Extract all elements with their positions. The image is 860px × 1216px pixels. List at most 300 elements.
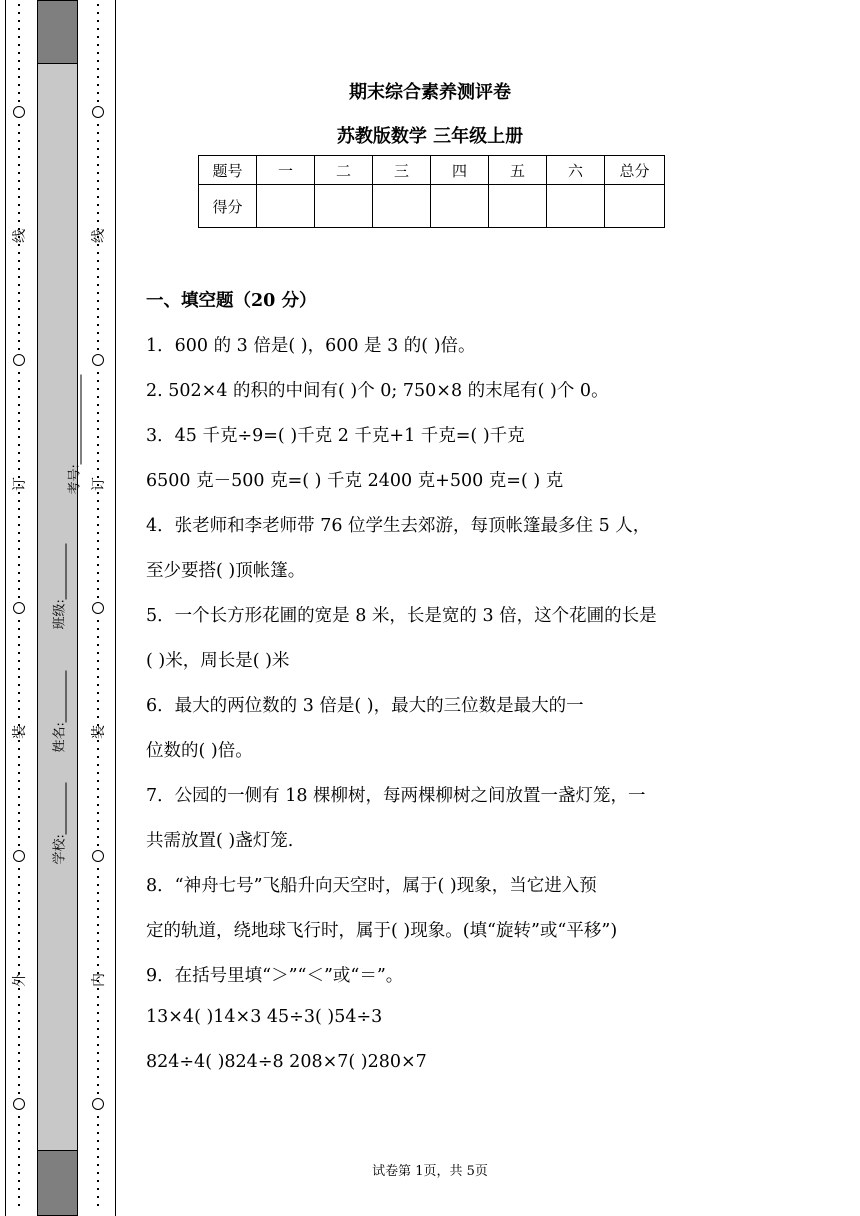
margin-dot — [18, 300, 20, 302]
margin-dot — [97, 892, 99, 894]
margin-dot — [18, 220, 20, 222]
margin-dot — [18, 908, 20, 910]
margin-dot — [97, 20, 99, 22]
margin-dot — [97, 68, 99, 70]
margin-dot — [97, 36, 99, 38]
margin-dot — [18, 404, 20, 406]
outer-ring-icon — [13, 106, 25, 118]
margin-dot — [97, 524, 99, 526]
margin-dot — [97, 180, 99, 182]
margin-dot — [97, 924, 99, 926]
margin-dot — [18, 444, 20, 446]
margin-dot — [97, 908, 99, 910]
margin-dot — [97, 692, 99, 694]
margin-dot — [97, 884, 99, 886]
question-line: 13×4( )14×3 45÷3( )54÷3 — [146, 1007, 383, 1027]
score-table — [198, 155, 665, 228]
margin-dot — [97, 644, 99, 646]
margin-dot — [97, 668, 99, 670]
margin-dot — [97, 332, 99, 334]
margin-dot — [97, 52, 99, 54]
margin-dot — [97, 740, 99, 742]
margin-dot — [97, 788, 99, 790]
margin-dot — [97, 1028, 99, 1030]
margin-dot — [97, 148, 99, 150]
margin-dot — [18, 1116, 20, 1118]
margin-dot — [97, 900, 99, 902]
score-table-header-cell: 四 — [431, 156, 489, 185]
margin-dot — [97, 428, 99, 430]
margin-dot — [18, 1188, 20, 1190]
margin-dot — [18, 748, 20, 750]
margin-dot — [18, 804, 20, 806]
margin-dot — [18, 340, 20, 342]
margin-dot — [18, 1076, 20, 1078]
margin-dot — [97, 1012, 99, 1014]
margin-dot — [97, 1060, 99, 1062]
score-table-header-cell: 总分 — [605, 156, 665, 185]
margin-dot — [18, 316, 20, 318]
margin-dot — [18, 1180, 20, 1182]
margin-dot — [18, 324, 20, 326]
margin-dot — [18, 1132, 20, 1134]
margin-dot — [97, 1116, 99, 1118]
margin-dot — [18, 828, 20, 830]
margin-dot — [18, 156, 20, 158]
margin-dot — [18, 164, 20, 166]
margin-dot — [97, 1156, 99, 1158]
margin-dot — [18, 396, 20, 398]
margin-dot — [18, 68, 20, 70]
margin-dot — [97, 532, 99, 534]
margin-dot — [18, 756, 20, 758]
margin-dot — [97, 468, 99, 470]
margin-dot — [18, 284, 20, 286]
margin-dot — [97, 1044, 99, 1046]
margin-dot — [97, 716, 99, 718]
outer-ring-icon — [13, 354, 25, 366]
margin-dot — [97, 308, 99, 310]
margin-dot — [18, 1084, 20, 1086]
margin-dot — [97, 244, 99, 246]
margin-dot — [18, 244, 20, 246]
margin-dot — [97, 868, 99, 870]
margin-dot — [97, 932, 99, 934]
margin-dot — [97, 44, 99, 46]
margin-dot — [18, 820, 20, 822]
margin-dot — [97, 348, 99, 350]
inner-ring-icon — [92, 106, 104, 118]
margin-dot — [18, 892, 20, 894]
class-label: 班级: — [52, 599, 68, 630]
question-line: 3．45 千克÷9=( )千克 2 千克+1 千克=( )千克 — [146, 426, 525, 446]
margin-dot — [97, 660, 99, 662]
margin-dot — [18, 788, 20, 790]
margin-dot — [18, 1140, 20, 1142]
margin-dot — [97, 188, 99, 190]
score-input-cell[interactable] — [373, 185, 431, 228]
margin-dot — [97, 652, 99, 654]
inner-ring-icon — [92, 354, 104, 366]
question-line: 6500 克－500 克=( ) 千克 2400 克+500 克=( ) 克 — [146, 471, 564, 491]
margin-dot — [97, 828, 99, 830]
margin-dot — [97, 620, 99, 622]
question-line: 定的轨道，绕地球飞行时，属于( )现象。(填“旋转”或“平移”) — [146, 921, 618, 941]
score-table-header-cell: 五 — [489, 156, 547, 185]
score-input-cell[interactable] — [315, 185, 373, 228]
margin-dot — [18, 44, 20, 46]
margin-dot — [97, 1020, 99, 1022]
margin-dot — [97, 340, 99, 342]
margin-dot — [18, 876, 20, 878]
margin-dot — [18, 956, 20, 958]
exam-subtitle: 苏教版数学 三年级上册 — [336, 126, 524, 147]
margin-dot — [18, 28, 20, 30]
margin-dot — [18, 1092, 20, 1094]
margin-dot — [18, 452, 20, 454]
margin-dot — [97, 836, 99, 838]
margin-dot — [97, 1052, 99, 1054]
margin-dot — [18, 652, 20, 654]
margin-dot — [18, 708, 20, 710]
name-label: 姓名: — [52, 722, 68, 753]
margin-dot — [18, 932, 20, 934]
margin-dot — [18, 348, 20, 350]
margin-dot — [97, 700, 99, 702]
question-line: 6．最大的两位数的 3 倍是( )，最大的三位数是最大的一 — [146, 696, 584, 716]
question-line: 5．一个长方形花圃的宽是 8 米，长是宽的 3 倍，这个花圃的长是 — [146, 606, 657, 626]
margin-dot — [18, 524, 20, 526]
margin-dot — [18, 692, 20, 694]
margin-dot — [18, 964, 20, 966]
margin-dot — [18, 332, 20, 334]
margin-dot — [97, 252, 99, 254]
margin-dot — [97, 844, 99, 846]
inner-ring-icon — [92, 1098, 104, 1110]
margin-dot — [97, 628, 99, 630]
margin-dot — [97, 548, 99, 550]
margin-dot — [97, 444, 99, 446]
score-input-cell[interactable] — [257, 185, 315, 228]
margin-dot — [97, 756, 99, 758]
score-row-label: 得分 — [199, 185, 257, 228]
class-field[interactable] — [49, 530, 68, 630]
margin-dot — [97, 412, 99, 414]
margin-dot — [18, 772, 20, 774]
margin-dot — [18, 620, 20, 622]
margin-dot — [18, 548, 20, 550]
margin-dot — [97, 276, 99, 278]
score-input-cell[interactable] — [605, 185, 665, 228]
margin-dot — [97, 316, 99, 318]
outer-zhuang-label: 装 — [12, 725, 28, 739]
margin-dot — [18, 508, 20, 510]
margin-dot — [97, 284, 99, 286]
margin-dot — [18, 868, 20, 870]
name-field[interactable] — [49, 653, 68, 753]
exam-title: 期末综合素养测评卷 — [349, 82, 511, 103]
margin-dot — [97, 996, 99, 998]
margin-dot — [18, 60, 20, 62]
margin-dot — [97, 780, 99, 782]
margin-dot — [18, 460, 20, 462]
margin-dot — [97, 876, 99, 878]
margin-dot — [18, 1204, 20, 1206]
margin-dot — [18, 628, 20, 630]
margin-dot — [18, 500, 20, 502]
margin-dot — [97, 12, 99, 14]
margin-dot — [97, 268, 99, 270]
margin-dot — [18, 1012, 20, 1014]
margin-dot — [97, 1092, 99, 1094]
margin-dot — [97, 60, 99, 62]
margin-dot — [18, 1196, 20, 1198]
margin-dot — [97, 164, 99, 166]
margin-dot — [97, 196, 99, 198]
margin-dot — [18, 412, 20, 414]
inner-ding-label: 订 — [91, 477, 107, 491]
margin-dot — [18, 1020, 20, 1022]
name-blank — [54, 670, 67, 722]
margin-dot — [18, 1052, 20, 1054]
margin-dot — [18, 372, 20, 374]
margin-dot — [97, 772, 99, 774]
margin-dot — [18, 388, 20, 390]
margin-dot — [97, 1004, 99, 1006]
margin-dot — [18, 180, 20, 182]
margin-dot — [97, 1148, 99, 1150]
margin-dot — [97, 388, 99, 390]
margin-dot — [18, 380, 20, 382]
margin-dot — [97, 564, 99, 566]
margin-dot — [18, 212, 20, 214]
question-line: 1．600 的 3 倍是( )，600 是 3 的( )倍。 — [146, 336, 476, 356]
margin-dot — [18, 20, 20, 22]
margin-dot — [18, 660, 20, 662]
margin-dot — [97, 420, 99, 422]
margin-dot — [97, 324, 99, 326]
margin-dot — [18, 716, 20, 718]
margin-dot — [97, 948, 99, 950]
exam-no-field[interactable] — [64, 365, 83, 495]
question-line: 9．在括号里填“＞”“＜”或“＝”。 — [146, 966, 404, 986]
margin-dot — [18, 924, 20, 926]
school-blank — [54, 782, 67, 834]
margin-dot — [18, 276, 20, 278]
margin-dot — [18, 196, 20, 198]
margin-dot — [18, 916, 20, 918]
margin-dot — [97, 676, 99, 678]
margin-inner-line — [115, 0, 116, 1216]
margin-dot — [97, 292, 99, 294]
question-line: 至少要搭( )顶帐篷。 — [146, 561, 306, 581]
gutter-top-block — [37, 0, 78, 64]
margin-dot — [18, 516, 20, 518]
outer-xian-label: 线 — [12, 229, 28, 243]
margin-dot — [97, 812, 99, 814]
margin-dot — [97, 212, 99, 214]
margin-dot — [18, 564, 20, 566]
margin-dot — [97, 748, 99, 750]
margin-dot — [18, 996, 20, 998]
margin-dot — [18, 36, 20, 38]
margin-dot — [97, 220, 99, 222]
margin-dot — [18, 1036, 20, 1038]
inner-ring-icon — [92, 850, 104, 862]
margin-dot — [97, 796, 99, 798]
margin-dot — [97, 380, 99, 382]
margin-dot — [97, 916, 99, 918]
margin-dot — [18, 1156, 20, 1158]
margin-dot — [97, 588, 99, 590]
margin-dot — [97, 684, 99, 686]
margin-dot — [18, 492, 20, 494]
margin-dot — [97, 820, 99, 822]
margin-dot — [97, 1124, 99, 1126]
margin-dot — [18, 292, 20, 294]
margin-dot — [18, 12, 20, 14]
margin-dot — [97, 956, 99, 958]
margin-dot — [97, 1076, 99, 1078]
margin-dot — [97, 204, 99, 206]
exam-no-blank — [69, 374, 82, 464]
margin-dot — [18, 1124, 20, 1126]
margin-dot — [18, 884, 20, 886]
margin-dot — [97, 572, 99, 574]
margin-dot — [18, 812, 20, 814]
margin-dot — [97, 460, 99, 462]
margin-dot — [18, 1148, 20, 1150]
margin-dot — [18, 204, 20, 206]
margin-dot — [18, 900, 20, 902]
margin-dot — [97, 500, 99, 502]
inner-zhuang-label: 装 — [91, 725, 107, 739]
margin-dot — [97, 1084, 99, 1086]
outer-ring-icon — [13, 602, 25, 614]
margin-dot — [18, 636, 20, 638]
margin-dot — [97, 1204, 99, 1206]
margin-dot — [97, 4, 99, 6]
score-table-header-cell: 六 — [547, 156, 605, 185]
outer-wai-label: 外 — [12, 973, 28, 987]
inner-nei-label: 内 — [91, 973, 107, 987]
page-footer: 试卷第 1页，共 5页 — [372, 1164, 488, 1179]
margin-dot — [97, 436, 99, 438]
margin-dot — [18, 260, 20, 262]
score-input-cell[interactable] — [431, 185, 489, 228]
margin-dot — [97, 596, 99, 598]
margin-dot — [18, 1068, 20, 1070]
score-input-cell[interactable] — [547, 185, 605, 228]
margin-dot — [18, 188, 20, 190]
margin-dot — [97, 172, 99, 174]
margin-dot — [18, 644, 20, 646]
margin-dot — [97, 988, 99, 990]
margin-dot — [18, 268, 20, 270]
outer-ring-icon — [13, 850, 25, 862]
question-line: 824÷4( )824÷8 208×7( )280×7 — [146, 1052, 427, 1072]
margin-dot — [18, 1060, 20, 1062]
margin-dot — [97, 516, 99, 518]
margin-dot — [97, 556, 99, 558]
margin-dot — [97, 260, 99, 262]
school-label: 学校: — [52, 834, 68, 865]
margin-dot — [18, 988, 20, 990]
margin-dot — [97, 396, 99, 398]
margin-dot — [18, 580, 20, 582]
margin-dot — [97, 1132, 99, 1134]
section-heading: 一、填空题（20 分） — [146, 291, 317, 311]
margin-dot — [97, 404, 99, 406]
margin-dot — [97, 636, 99, 638]
margin-dot — [18, 1004, 20, 1006]
margin-dot — [97, 764, 99, 766]
margin-dot — [18, 836, 20, 838]
margin-dot — [18, 4, 20, 6]
margin-dot — [97, 580, 99, 582]
school-field[interactable] — [49, 765, 68, 865]
exam-no-label: 考号: — [67, 464, 83, 495]
margin-dot — [97, 156, 99, 158]
outer-ding-label: 订 — [12, 477, 28, 491]
question-line: 7．公园的一侧有 18 棵柳树，每两棵柳树之间放置一盏灯笼，一 — [146, 786, 646, 806]
margin-dot — [18, 596, 20, 598]
inner-xian-label: 线 — [91, 229, 107, 243]
margin-dot — [97, 1068, 99, 1070]
score-table-header-cell: 三 — [373, 156, 431, 185]
margin-dot — [18, 172, 20, 174]
margin-dot — [18, 556, 20, 558]
margin-dot — [97, 708, 99, 710]
margin-dot — [18, 1044, 20, 1046]
margin-dot — [18, 948, 20, 950]
margin-dot — [18, 420, 20, 422]
margin-dot — [97, 1180, 99, 1182]
margin-dot — [18, 572, 20, 574]
margin-dot — [18, 436, 20, 438]
margin-dot — [97, 28, 99, 30]
class-blank — [54, 543, 67, 599]
question-line: 2. 502×4 的积的中间有( )个 0; 750×8 的末尾有( )个 0。 — [146, 381, 609, 401]
margin-dot — [18, 700, 20, 702]
margin-dot — [18, 308, 20, 310]
margin-dot — [97, 508, 99, 510]
margin-dot — [97, 492, 99, 494]
margin-dot — [97, 452, 99, 454]
margin-dot — [18, 428, 20, 430]
score-table-header-cell: 一 — [257, 156, 315, 185]
margin-dot — [18, 532, 20, 534]
margin-dot — [18, 764, 20, 766]
margin-dot — [18, 52, 20, 54]
margin-dot — [18, 540, 20, 542]
margin-dot — [18, 468, 20, 470]
margin-dot — [97, 1140, 99, 1142]
margin-dot — [97, 540, 99, 542]
margin-dot — [18, 796, 20, 798]
margin-dot — [18, 588, 20, 590]
margin-dot — [97, 372, 99, 374]
margin-dot — [97, 1036, 99, 1038]
score-input-cell[interactable] — [489, 185, 547, 228]
margin-dot — [18, 1028, 20, 1030]
margin-dot — [18, 740, 20, 742]
score-table-header-cell: 二 — [315, 156, 373, 185]
margin-dot — [97, 1196, 99, 1198]
margin-dot — [97, 1188, 99, 1190]
margin-dot — [97, 804, 99, 806]
margin-dot — [18, 780, 20, 782]
